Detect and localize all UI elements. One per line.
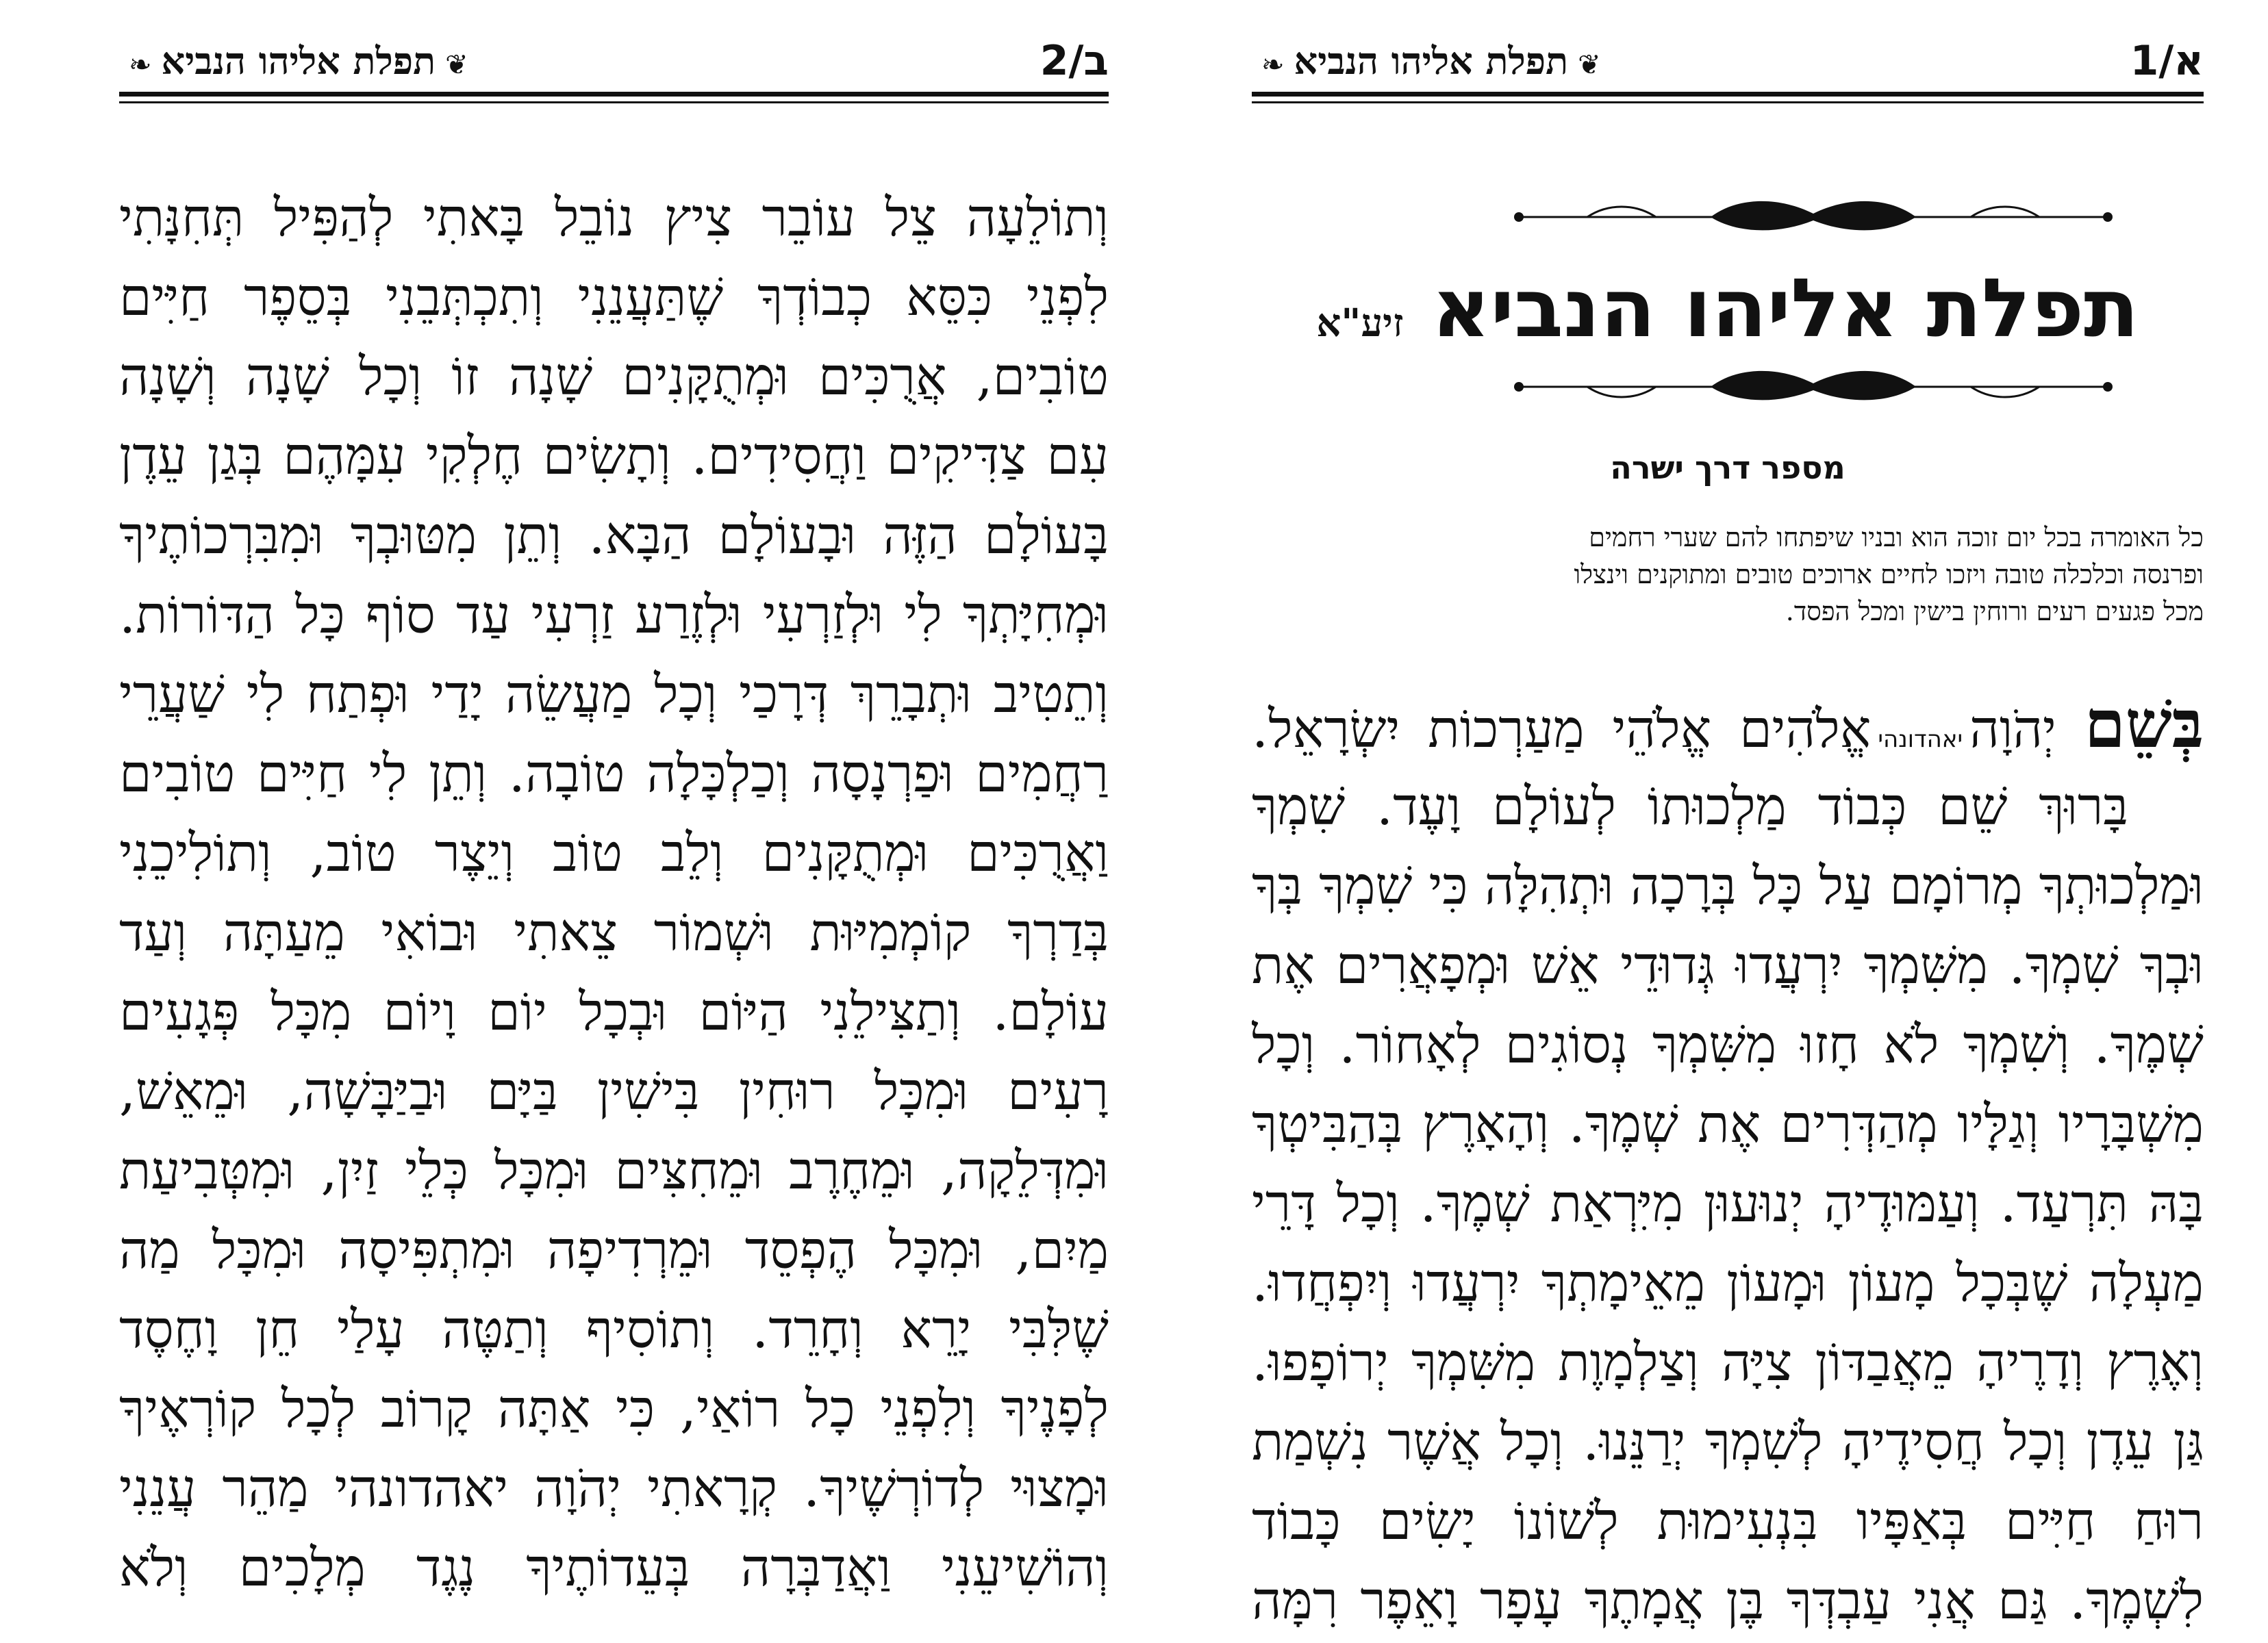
prayer-line: שֶׁלִּבִּי יָרֵא וְחָרֵד. וְתוֹסִיף וְתַטֶּה עָלַי חֵן וָחֶסֶד (119, 1299, 1109, 1360)
ornament-icon: ❧ (1261, 49, 1285, 81)
prayer-line: וּמְחִיָּתְךָ לִי וּלְזַרְעִי וּלְזֶרַע זַרְעִי עַד סוֹף כָּל הַדּוֹרוֹת. (119, 584, 1109, 645)
intro-paragraph (1252, 519, 2204, 630)
prayer-line: לְפָנֶיךָ וְלִפְנֵי כָל רוֹאַי, כִּי אַתָּה קָרוֹב לְכָל קוֹרְאֶיךָ (119, 1378, 1109, 1439)
header-rule-thin (119, 101, 1109, 103)
prayer-line: בָּהּ תִּרְעַד. וְעַמּוּדֶיהָ יְנוּעוּן מִיִּרְאַת שְׁמֶךָ. וְכָל דָּרֵי (1252, 1173, 2204, 1234)
prayer-line: רוּחַ חַיִּים בְּאַפָּיו בִּנְעִימוּת לְשׁוֹנוֹ יָשִׂים כָּבוֹד (1252, 1490, 2204, 1551)
prayer-line: בָּרוּךְ שֵׁם כְּבוֹד מַלְכוּתוֹ לְעוֹלָם וָעֶד. שִׁמְךָ (1252, 776, 2128, 837)
prayer-line: מַיִם, וּמִכָּל הֶפְסֵד וּמֵרְדִיפָה וּמִתְפִּיסָה וּמִכָּל מַה (119, 1219, 1109, 1280)
prayer-line: שְׁמֶךָ. וְשִׁמְךָ לֹא חָזוּ מִשִּׁמְךָ נְסוֹגִים לְאָחוֹר. וְכָל (1252, 1014, 2204, 1075)
ornament-icon: ❦ (445, 49, 468, 81)
prayer-line: מִשְׁבָּרָיו וְגַלָּיו מְהַדְּרִים אֶת שְׁמֶךָ. וְהָאָרֶץ בְּהַבִּיטְךָ (1252, 1093, 2204, 1154)
prayer-line: וְהוֹשִׁיעֵנִי וַאֲדַבְּרָה בְּעֵדוֹתֶיךָ נֶגֶד מְלָכִים וְלֹא (119, 1537, 1109, 1598)
ornament-icon: ❧ (129, 49, 152, 81)
header-rule (1252, 92, 2204, 97)
prayer-line: עוֹלָם. וְתַצִּילֵנִי הַיּוֹם וּבְכָל יוֹם וָיוֹם מִכָּל פְּגָעִים (119, 981, 1109, 1042)
page-header (1252, 31, 2204, 90)
intro-line: מכל פגעים רעים ורוחין בישין ומכל הפסד. (1785, 596, 2204, 626)
page-number: ב/2 (1040, 37, 1109, 85)
running-title-text: תפלת אליהו הנביא (1294, 39, 1569, 83)
opening-line (1252, 685, 2204, 779)
prayer-line: בְּדַרְךָ קוֹמְמִיּוּת וּשְׁמוֹר צֵאתִי וּבוֹאִי מֵעַתָּה וְעַד (119, 902, 1109, 963)
prayer-line: בָּעוֹלָם הַזֶּה וּבָעוֹלָם הַבָּא. וְתֵן מִטּוּבְךָ וּמִבִּרְכוֹתֶיךָ (119, 505, 1109, 565)
divine-name-small: יאהדונהי (1878, 726, 1963, 753)
page-1 (1252, 0, 2204, 1643)
prayer-line: עִם צַדִּיקִים וַחֲסִידִים. וְתָשִׂים חֶלְקִי עִמָּהֶם בְּגַן עֵדֶן (119, 425, 1109, 486)
opening-word: בְּשֵׁם (2084, 685, 2204, 763)
intro-line: כל האומרה בכל יום זוכה הוא ובניו שיפתחו להם שערי רחמים (1589, 522, 2204, 552)
page-2 (119, 0, 1109, 1643)
source-attribution: מספר דרך ישרה (1610, 449, 1845, 486)
bottom-flourish-ornament (1505, 363, 2121, 411)
prayer-text-left (119, 178, 1109, 1607)
prayer-line: וּבְךָ שִׁמְךָ. מִשִּׁמְךָ יִרְעֲדוּ גְּדוּדֵי אֵשׁ וּמְפָאֲרִים אֶת (1252, 934, 2204, 995)
prayer-line: וּמַלְכוּתְךָ מְרוֹמָם עַל כָּל בְּרָכָה וּתְהִלָּה כִּי שִׁמְךָ בְּךָ (1252, 855, 2204, 916)
prayer-line: וַאֲרֻכִּים וּמְתֻקָּנִים וְלֵב טוֹב וְיֵצֶר טוֹב, וְתוֹלִיכֵנִי (119, 822, 1109, 883)
running-title (1252, 31, 1611, 94)
prayer-line: מַעְלָה שֶׁבְּכָל מָעוֹן וּמָעוֹן מֵאֵימָתְךָ יִרְעֲדוּ וְיִפְחֲדוּ. (1252, 1252, 2204, 1313)
running-title (119, 31, 478, 94)
prayer-line: וְתוֹלֵעָה צֵל עוֹבֵר צִיץ נוֹבֵל בָּאתִי לְהַפִּיל תְּחִנָּתִי (119, 187, 1109, 248)
title-honorific: זיע"א (1316, 301, 1404, 346)
divine-name: יְהֹוָה (1969, 698, 2056, 759)
prayer-text-right (1252, 767, 2204, 1640)
running-title-text: תפלת אליהו הנביא (161, 39, 436, 83)
prayer-line: גַּן עֵדֶן וְכָל חֲסִידֶיהָ לְשִׁמְךָ יְרַנֵּנוּ. וְכָל אֲשֶׁר נִשְׁמַת (1252, 1411, 2204, 1472)
prayer-line: וְתֵטִיב וּתְבָרֵךְ דְּרָכַי וְכָל מַעֲשֵׂה יָדַי וּפְתַח לִי שַׁעֲרֵי (119, 663, 1109, 724)
prayer-line: רַחֲמִים וּפַרְנָסָה וְכַלְכָּלָה טוֹבָה. וְתֵן לִי חַיִּים טוֹבִים (119, 743, 1109, 804)
page-header (119, 31, 1109, 90)
prayer-line: וּמָצוּי לְדוֹרְשֶׁיךָ. קְרָאתִי יְהֹוָה יאהדונהי מַהֵר עֲנֵנִי (119, 1457, 1109, 1518)
prayer-title (1252, 253, 2204, 378)
prayer-line: רָעִים וּמִכָּל רוּחִין בִּישִׁין בַּיָּם וּבַיַּבָּשָׁה, וּמֵאֵשׁ, (119, 1060, 1109, 1121)
ornament-icon: ❦ (1578, 49, 1601, 81)
prayer-line: טוֹבִים, אֲרֻכִּים וּמְתֻקָּנִים שָׁנָה זוֹ וְכָל שָׁנָה וְשָׁנָה (119, 346, 1109, 407)
prayer-title-text: תפלת אליהו הנביא (1431, 261, 2139, 355)
opening-rest: אֱלֹהִים אֱלֹהֵי מַעַרְכוֹת יִשְׂרָאֵל. (1252, 698, 1872, 759)
prayer-line: וּמִדְּלֵקָה, וּמֵחֶרֶב וּמֵחִצִּים וּמִכָּל כְּלֵי זַיִן, וּמִטְּבִיעַת (119, 1140, 1109, 1201)
page-number: א/1 (2130, 37, 2204, 85)
intro-line: ופרנסה וכלכלה טובה ויזכו לחיים ארוכים טובים ומתוקנים וינצלו (1574, 559, 2204, 589)
header-rule (119, 92, 1109, 97)
header-rule-thin (1252, 101, 2204, 103)
top-flourish-ornament (1505, 193, 2121, 241)
prayer-line: וְאֶרֶץ וְדָרֶיהָ מֵאֲבַדּוֹן צִיָּה וְצַלְמָוֶת מִשִּׁמְךָ יְרוֹפָפוּ. (1252, 1332, 2204, 1392)
prayer-line: לִפְנֵי כִּסֵּא כְבוֹדְךָ שֶׁתַּעֲנֵנִי וְתִכְתְּבֵנִי בְּסֵפֶר חַיִּים (119, 266, 1109, 327)
prayer-line: לִשְׁמֶךָ. גַּם אֲנִי עַבְדְּךָ בֶּן אֲמָתֶךָ עָפָר וָאֵפֶר רִמָּה (1252, 1570, 2204, 1631)
